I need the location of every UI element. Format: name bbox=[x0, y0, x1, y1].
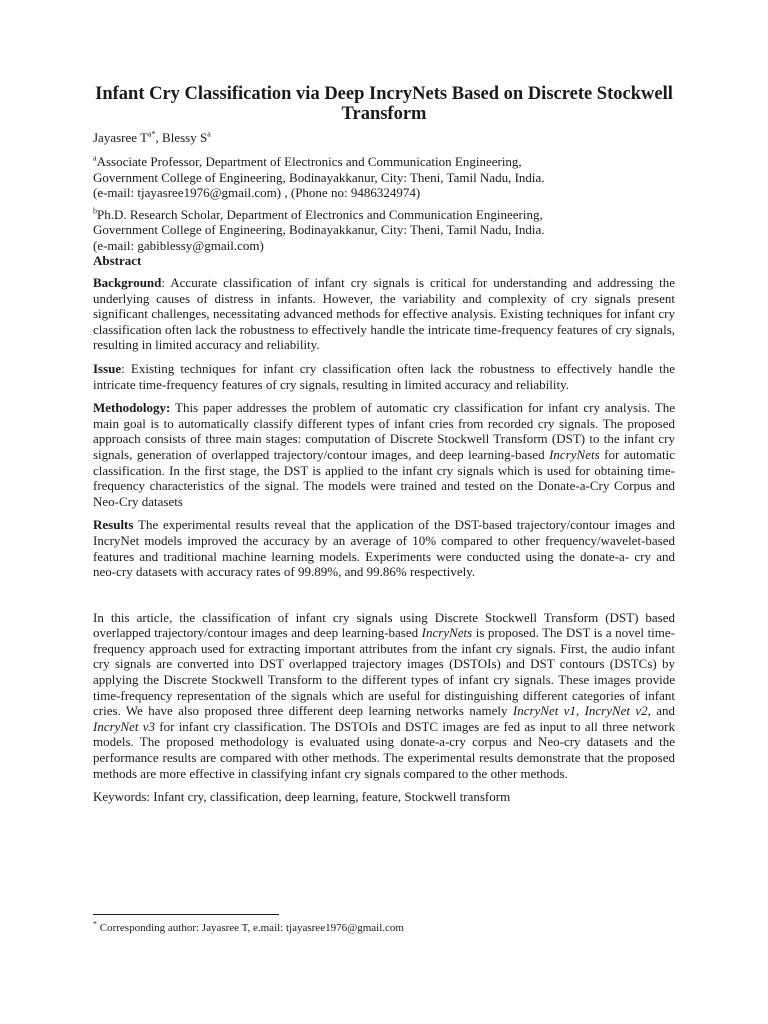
author-list bbox=[93, 130, 675, 146]
spacer bbox=[93, 588, 675, 610]
author-affiliation-mark: a bbox=[207, 129, 211, 139]
affiliation-b bbox=[93, 207, 675, 254]
author-separator: , bbox=[155, 130, 163, 145]
footnote: * Corresponding author: Jayasree T, e.mail: tjayasree1976@gmail.com bbox=[93, 919, 404, 934]
affiliation-line: $^b$Ph.D. Research Scholar, Department of Electronics and Communication Engineering, bbox=[93, 206, 543, 222]
author-name: Blessy S bbox=[162, 130, 208, 145]
affiliation-a bbox=[93, 154, 675, 201]
paper-title: Infant Cry Classification via Deep IncryNets Based on Discrete Stockwell Transform bbox=[95, 84, 673, 124]
model-name: IncryNet v2, bbox=[584, 703, 651, 719]
author-name: Jayasree T bbox=[93, 130, 148, 145]
affiliation-mark: a bbox=[93, 153, 97, 163]
affiliation-line: Government College of Engineering, Bodinayakkanur, City: Theni, Tamil Nadu, India. bbox=[93, 222, 545, 237]
footnote-mark: * bbox=[93, 919, 97, 929]
affiliation-mark: b bbox=[93, 206, 97, 216]
model-name: IncryNets bbox=[421, 625, 473, 641]
abstract-issue: Issue: Existing techniques for infant cry classification often lack the robustness to effectively handle the intricate time-frequency features of cry signals, resulting in limited accuracy and reliability. bbox=[93, 360, 675, 392]
paper-page bbox=[93, 84, 675, 805]
affiliation-contact: (e-mail: gabiblessy@gmail.com) bbox=[93, 237, 264, 253]
author-affiliation-mark: a* bbox=[147, 129, 156, 139]
abstract-results: Results The experimental results reveal that the application of the DST-based trajectory/contour images and IncryNet models improved the accuracy by an average of 10% compared to other frequency/wavelet-based features and traditional machine learning models. Experiments were conducted using the donate-a- cry and neo-cry datasets with accuracy rates of 99.89%, and 99.86% respectively. bbox=[93, 517, 675, 580]
section-label: Background bbox=[93, 275, 162, 290]
keywords: Keywords: Infant cry, classification, deep learning, feature, Stockwell transform bbox=[93, 789, 511, 805]
abstract-heading: Abstract bbox=[93, 253, 142, 268]
model-name: IncryNets bbox=[549, 446, 600, 462]
affiliation-line: $^a$Associate Professor, Department of Electronics and Communication Engineering, bbox=[93, 153, 522, 169]
model-name: IncryNet v3 bbox=[93, 718, 156, 734]
summary-paragraph: In this article, the classification of infant cry signals using Discrete Stockwell Transform (DST) based overlapped trajectory/contour images and deep learning-based IncryNets is proposed. The DST is a novel time-frequency approach used for extracting important attributes from the infant cry signals. First, the audio infant cry signals are converted into DST overlapped trajectory images (DSTOIs) and DST contours (DSTCs) by applying the Discrete Stockwell Transform to the different types of infant cry signals. These images provide time-frequency representation of the signals which are useful for distinguishing different categories of infant cries. We have also proposed three different deep learning networks namely IncryNet v1, IncryNet v2, and IncryNet v3 for infant cry classification. The DSTOIs and DSTC images are fed as input to all three network models. The proposed methodology is evaluated using donate-a-cry corpus and Neo-cry datasets and the performance results are compared with other methods. The experimental results demonstrate that the proposed methods are more effective in classifying infant cry signals compared to the other methods. bbox=[93, 609, 676, 781]
affiliation-line: Government College of Engineering, Bodinayakkanur, City: Theni, Tamil Nadu, India. bbox=[93, 169, 545, 185]
section-label: Methodology: bbox=[93, 400, 171, 416]
abstract-methodology: Methodology: This paper addresses the problem of automatic cry classification for infant cry analysis. The main goal is to automatically classify different types of infant cries from recorded cry signals. The proposed approach consists of three main stages: computation of Discrete Stockwell Transform (DST) to the infant cry signals, generation of overlapped trajectory/contour images, and deep learning-based IncryNets for automatic classification. In the first stage, the DST is applied to the infant cry signals which is used for obtaining time-frequency characteristics of the signal. The models were trained and tested on the Donate-a-Cry Corpus and Neo-Cry datasets bbox=[93, 400, 675, 509]
footnote-divider bbox=[93, 914, 279, 915]
abstract-background: Background: Accurate classification of infant cry signals is critical for understanding and addressing the underlying causes of distress in infants. However, the variability and complexity of cry signals present significant challenges, necessitating advanced methods for effective analysis. Existing techniques for infant cry classification often lack the robustness to effectively handle the intricate time-frequency features of cry signals, resulting in limited accuracy and reliability. bbox=[93, 275, 675, 353]
section-label: Results bbox=[93, 517, 134, 533]
affiliation-contact: (e-mail: tjayasree1976@gmail.com) , (Phone no: 9486324974) bbox=[93, 185, 421, 200]
model-name: IncryNet v1 bbox=[512, 703, 576, 719]
section-label: Issue bbox=[93, 360, 122, 376]
